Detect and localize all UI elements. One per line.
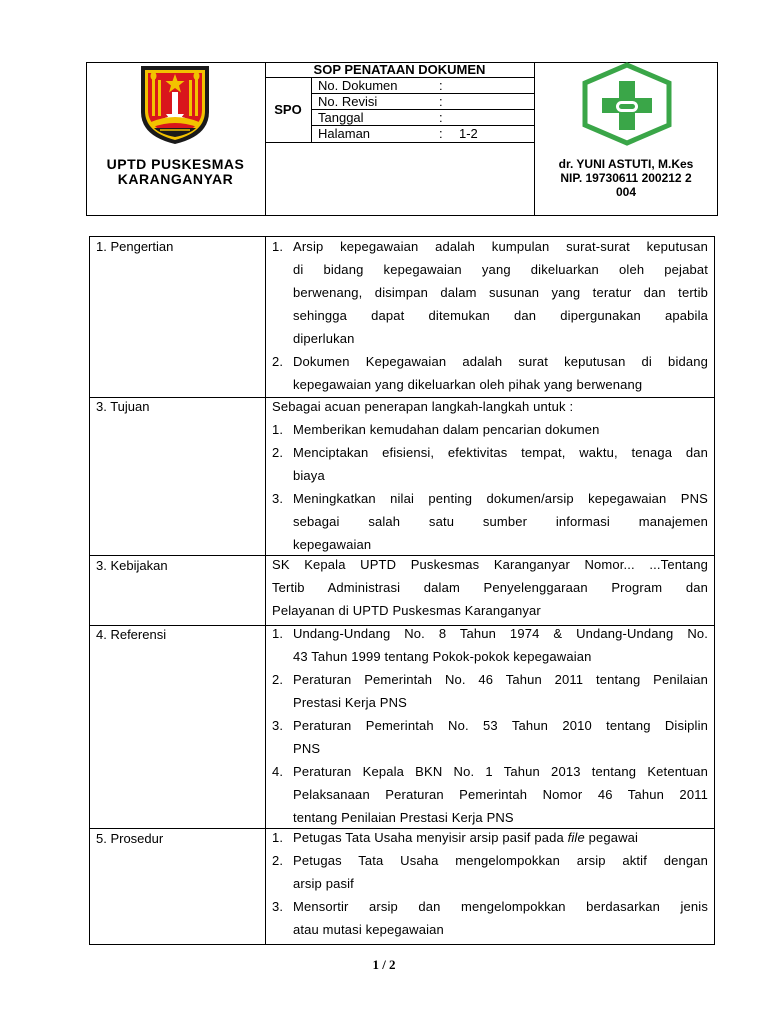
field-sep: : xyxy=(439,94,443,109)
list-number: 3. xyxy=(272,899,284,914)
list-number: 3. xyxy=(272,718,284,733)
list-line: di bidang kepegawaian yang dikeluarkan oleh pejabat xyxy=(293,262,708,277)
referensi-list xyxy=(272,622,708,829)
text-run: Petugas Tata Usaha menyisir arsip pasif pada xyxy=(293,830,568,845)
list-line: Memberikan kemudahan dalam pencarian dokumen xyxy=(293,422,600,437)
section-label-referensi: 4. Referensi xyxy=(96,627,167,642)
list-item xyxy=(272,849,708,895)
puskesmas-emblem xyxy=(580,62,674,146)
list-item xyxy=(272,235,708,350)
list-line: biaya xyxy=(293,468,325,483)
page-number: 1 / 2 xyxy=(372,957,396,972)
list-line: Peraturan Kepala BKN No. 1 Tahun 2013 tentang Ketentuan xyxy=(293,764,708,779)
field-sep: : xyxy=(439,110,443,125)
list-line: berwenang, disimpan dalam susunan yang teratur dan tertib xyxy=(293,285,708,300)
list-item xyxy=(272,826,708,849)
text-run: pegawai xyxy=(584,830,639,845)
list-line: Mensortir arsip dan mengelompokkan berdasarkan jenis xyxy=(293,899,708,914)
header-divider-left xyxy=(265,62,266,216)
header-divider-bottom xyxy=(265,142,534,143)
kebijakan-paragraph xyxy=(272,553,708,622)
list-line: atau mutasi kepegawaian xyxy=(293,922,444,937)
tujuan-intro: Sebagai acuan penerapan langkah-langkah untuk : xyxy=(272,399,574,414)
field-value: 1-2 xyxy=(459,126,478,141)
document-title: SOP PENATAAN DOKUMEN xyxy=(313,62,486,77)
list-line: Petugas Tata Usaha mengelompokkan arsip aktif dengan xyxy=(293,853,708,868)
field-halaman xyxy=(318,126,478,142)
field-label: No. Dokumen xyxy=(318,78,398,93)
list-item xyxy=(272,760,708,829)
list-line: sehingga dapat ditemukan dan dipergunakan apabila xyxy=(293,308,708,323)
list-item xyxy=(272,895,708,941)
list-line: kepegawaian xyxy=(293,537,372,552)
header-divider-title xyxy=(265,77,534,78)
list-number: 1. xyxy=(272,422,284,437)
list-number: 2. xyxy=(272,672,284,687)
list-line: kepegawaian yang dikeluarkan oleh pihak yang berwenang xyxy=(293,377,643,392)
tujuan-block xyxy=(272,395,708,556)
field-no-dokumen xyxy=(318,78,443,94)
list-item xyxy=(272,622,708,668)
list-line: diperlukan xyxy=(293,331,355,346)
list-number: 2. xyxy=(272,853,284,868)
list-line: Meningkatkan nilai penting dokumen/arsip kepegawaian PNS xyxy=(293,491,708,506)
list-item xyxy=(272,441,708,487)
list-number: 1. xyxy=(272,830,284,845)
list-number: 2. xyxy=(272,445,284,460)
org-name xyxy=(86,157,265,187)
paragraph-line: Pelayanan di UPTD Puskesmas Karanganyar xyxy=(272,603,541,618)
italic-term: file xyxy=(567,830,585,845)
list-line: Arsip kepegawaian adalah kumpulan surat-surat keputusan xyxy=(293,239,708,254)
signer-nip: NIP. 19730611 200212 2 xyxy=(560,171,692,185)
list-line: Menciptakan efisiensi, efektivitas tempat, waktu, tenaga dan xyxy=(293,445,708,460)
list-line: Prestasi Kerja PNS xyxy=(293,695,407,710)
field-label: Tanggal xyxy=(318,110,364,125)
list-line: Peraturan Pemerintah No. 53 Tahun 2010 tentang Disiplin xyxy=(293,718,708,733)
list-number: 1. xyxy=(272,626,284,641)
list-line: Undang-Undang No. 8 Tahun 1974 & Undang-Undang No. xyxy=(293,626,708,641)
list-number: 4. xyxy=(272,764,284,779)
prosedur-list xyxy=(272,826,708,941)
field-sep: : xyxy=(439,78,443,93)
section-label-pengertian: 1. Pengertian xyxy=(96,239,174,254)
content-column-divider xyxy=(265,236,266,945)
field-sep: : xyxy=(439,126,443,141)
org-name-line1: UPTD PUSKESMAS xyxy=(106,156,245,172)
list-item xyxy=(272,668,708,714)
org-name-line2: KARANGANYAR xyxy=(117,171,234,187)
list-item xyxy=(272,350,708,396)
list-line: tentang Penilaian Prestasi Kerja PNS xyxy=(293,810,514,825)
field-label: No. Revisi xyxy=(318,94,378,109)
list-line: arsip pasif xyxy=(293,876,354,891)
pengertian-list xyxy=(272,235,708,396)
field-label: Halaman xyxy=(318,126,371,141)
field-tanggal xyxy=(318,110,443,126)
list-line xyxy=(293,826,708,849)
list-line: Pelaksanaan Peraturan Pemerintah Nomor 46 Tahun 2011 xyxy=(293,787,708,802)
section-label-tujuan: 3. Tujuan xyxy=(96,399,150,414)
signer-nip-cont: 004 xyxy=(615,185,637,199)
list-item xyxy=(272,487,708,556)
list-number: 3. xyxy=(272,491,284,506)
spo-label: SPO xyxy=(274,102,302,117)
list-line: PNS xyxy=(293,741,321,756)
signer-name: dr. YUNI ASTUTI, M.Kes xyxy=(558,157,694,171)
list-line: Peraturan Pemerintah No. 46 Tahun 2011 tentang Penilaian xyxy=(293,672,708,687)
list-item xyxy=(272,714,708,760)
paragraph-line: Tertib Administrasi dalam Penyelenggaraan Program dan xyxy=(272,580,708,595)
section-label-kebijakan: 3. Kebijakan xyxy=(96,558,168,573)
list-number: 1. xyxy=(272,239,284,254)
signer-block xyxy=(534,157,718,199)
list-line: sebagai salah satu sumber informasi manajemen xyxy=(293,514,708,529)
list-item xyxy=(272,418,708,441)
paragraph-line: SK Kepala UPTD Puskesmas Karanganyar Nomor... ...Tentang xyxy=(272,557,708,572)
field-no-revisi xyxy=(318,94,443,110)
list-line: Dokumen Kepegawaian adalah surat keputusan di bidang xyxy=(293,354,708,369)
list-line: 43 Tahun 1999 tentang Pokok-pokok kepegawaian xyxy=(293,649,592,664)
section-label-prosedur: 5. Prosedur xyxy=(96,831,164,846)
regional-crest-logo xyxy=(138,64,212,146)
list-number: 2. xyxy=(272,354,284,369)
